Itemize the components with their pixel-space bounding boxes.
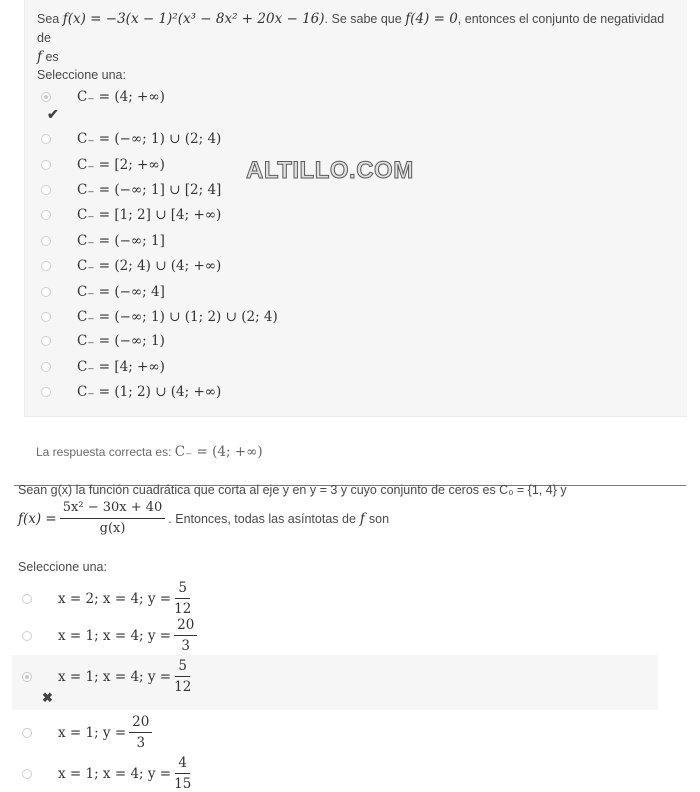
q1-option-5[interactable]: C₋ = [1; 2] ∪ [4; +∞) (41, 204, 221, 226)
question-1-statement: Sea f(x) = −3(x − 1)²(x³ − 8x² + 20x − 16). Se sabe que f(4) = 0, entonces el conjunto de negatividad de f es (37, 11, 665, 65)
radio-button[interactable] (41, 336, 51, 346)
radio-button[interactable] (41, 185, 51, 195)
radio-button[interactable] (41, 261, 51, 271)
radio-button[interactable] (22, 728, 32, 738)
q1-option-12[interactable]: C₋ = (1; 2) ∪ (4; +∞) (41, 381, 221, 403)
fraction: $\frac{5}{12}$ (174, 658, 192, 695)
radio-button[interactable] (41, 160, 51, 170)
question-2-statement: Sean g(x) la función cuadrática que corta al eje y en y = 3 y cuyo conjunto de ceros es C₀ = {1, 4} y (18, 483, 567, 497)
question-1-panel (24, 0, 687, 417)
q1-option-6[interactable]: C₋ = (−∞; 1] (41, 230, 165, 252)
function-expression: f(x) = −3(x − 1)²(x³ − 8x² + 20x − 16) (62, 11, 325, 27)
fraction: $\frac{4}{15}$ (174, 755, 192, 792)
radio-button[interactable] (41, 362, 51, 372)
question-2-function: f(x) = $\frac{\text{5x² − 30x + 40}}{g(x)}$ . Entonces, todas las asíntotas de f son (18, 500, 390, 536)
fraction: $\frac{20}{3}$ (174, 617, 197, 654)
q2-option-3[interactable]: x = 1; x = 4; y = $\frac{5}{12}$ (22, 658, 194, 695)
correct-check-icon: ✔ (47, 106, 59, 122)
radio-button-selected[interactable] (22, 672, 32, 682)
q1-option-7[interactable]: C₋ = (2; 4) ∪ (4; +∞) (41, 255, 221, 277)
incorrect-x-icon: ✖ (42, 690, 53, 705)
radio-button[interactable] (41, 312, 51, 322)
fraction: $\frac{5}{12}$ (174, 580, 192, 617)
radio-button[interactable] (41, 236, 51, 246)
question-1-feedback: La respuesta correcta es: C₋ = (4; +∞) (36, 444, 263, 460)
question-1-prompt: Seleccione una: (37, 68, 126, 82)
radio-button[interactable] (22, 594, 32, 604)
radio-button[interactable] (41, 210, 51, 220)
function-fraction: $\frac{\text{5x² − 30x + 40}}{g(x)}$ (60, 500, 166, 537)
q2-option-2[interactable]: x = 1; x = 4; y = $\frac{20}{3}$ (22, 617, 200, 654)
radio-button[interactable] (41, 287, 51, 297)
q2-option-1[interactable]: x = 2; x = 4; y = $\frac{5}{12}$ (22, 580, 194, 617)
correct-answer: C₋ = (4; +∞) (174, 444, 263, 460)
radio-button-selected[interactable] (41, 92, 51, 102)
q1-option-9[interactable]: C₋ = (−∞; 1) ∪ (1; 2) ∪ (2; 4) (41, 306, 278, 328)
q1-option-10[interactable]: C₋ = (−∞; 1) (41, 330, 165, 352)
watermark-logo: ALTILLO.COM (246, 157, 414, 184)
q1-option-11[interactable]: C₋ = [4; +∞) (41, 356, 165, 378)
radio-button[interactable] (22, 631, 32, 641)
radio-button[interactable] (41, 387, 51, 397)
fraction: $\frac{20}{3}$ (129, 714, 152, 751)
q1-option-4[interactable]: C₋ = (−∞; 1] ∪ [2; 4] (41, 179, 221, 201)
radio-button[interactable] (41, 134, 51, 144)
radio-button[interactable] (22, 769, 32, 779)
question-2-prompt: Seleccione una: (18, 560, 107, 574)
q1-option-2[interactable]: C₋ = (−∞; 1) ∪ (2; 4) (41, 128, 221, 150)
q2-option-4[interactable]: x = 1; y = $\frac{20}{3}$ (22, 714, 155, 751)
q1-option-3[interactable]: C₋ = [2; +∞) (41, 154, 165, 176)
q1-option-1[interactable]: C₋ = (4; +∞) (41, 86, 165, 108)
q1-option-8[interactable]: C₋ = (−∞; 4] (41, 281, 165, 303)
condition-expression: f(4) = 0 (405, 11, 458, 27)
q2-option-5[interactable]: x = 1; x = 4; y = $\frac{4}{15}$ (22, 755, 194, 792)
